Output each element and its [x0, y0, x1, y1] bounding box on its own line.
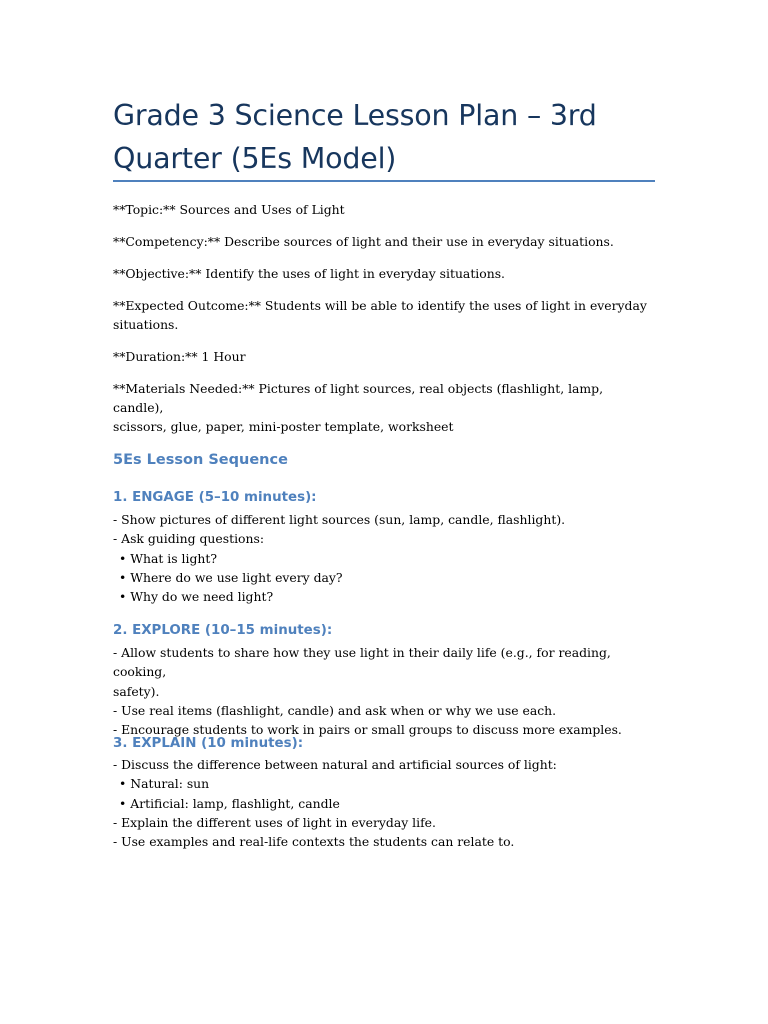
competency-line: **Competency:** Describe sources of light and their use in everyday situations.	[113, 234, 614, 249]
list-item: - Explain the different uses of light in everyday life.	[113, 814, 436, 830]
list-item: - Ask guiding questions:	[113, 531, 265, 547]
list-item: safety).	[113, 683, 160, 699]
materials-line-1: **Materials Needed:** Pictures of light sources, real objects (flashlight, lamp, candle),	[113, 381, 604, 415]
explore-list	[113, 643, 655, 739]
list-item: • Why do we need light?	[119, 589, 274, 605]
list-item: • Natural: sun	[119, 776, 210, 792]
list-item: - Allow students to share how they use light in their daily life (e.g., for reading, cooking,	[113, 645, 611, 680]
list-item: • Where do we use light every day?	[119, 569, 343, 585]
list-item: - Use real items (flashlight, candle) and ask when or why we use each.	[113, 702, 557, 718]
sequence-heading: 5Es Lesson Sequence	[113, 452, 288, 468]
title-line-2: Quarter (5Es Model)	[113, 142, 397, 175]
topic-line: **Topic:** Sources and Uses of Light	[113, 202, 345, 217]
list-item: - Discuss the difference between natural and artificial sources of light:	[113, 757, 557, 772]
document-title	[113, 94, 655, 180]
list-item: - Encourage students to work in pairs or small groups to discuss more examples.	[113, 722, 622, 738]
explore-heading: 2. EXPLORE (10–15 minutes):	[113, 623, 333, 638]
explain-list	[113, 755, 655, 851]
engage-heading: 1. ENGAGE (5–10 minutes):	[113, 490, 317, 505]
list-item: • What is light?	[119, 550, 217, 566]
expected-outcome	[113, 296, 655, 334]
title-line-1: Grade 3 Science Lesson Plan – 3rd	[113, 99, 597, 132]
list-item: - Use examples and real-life contexts the students can relate to.	[113, 834, 515, 850]
materials-line-2: scissors, glue, paper, mini-poster template, worksheet	[113, 419, 454, 434]
list-item: - Show pictures of different light sources (sun, lamp, candle, flashlight).	[113, 512, 566, 527]
expected-outcome-line-2: situations.	[113, 317, 179, 332]
list-item: • Artificial: lamp, flashlight, candle	[119, 795, 340, 811]
explain-heading: 3. EXPLAIN (10 minutes):	[113, 736, 304, 751]
engage-list	[113, 510, 655, 606]
materials-needed	[113, 379, 655, 436]
title-underline	[113, 180, 655, 182]
duration-line: **Duration:** 1 Hour	[113, 349, 246, 364]
expected-outcome-line-1: **Expected Outcome:** Students will be able to identify the uses of light in everyday	[113, 298, 647, 313]
objective-line: **Objective:** Identify the uses of light in everyday situations.	[113, 266, 505, 281]
